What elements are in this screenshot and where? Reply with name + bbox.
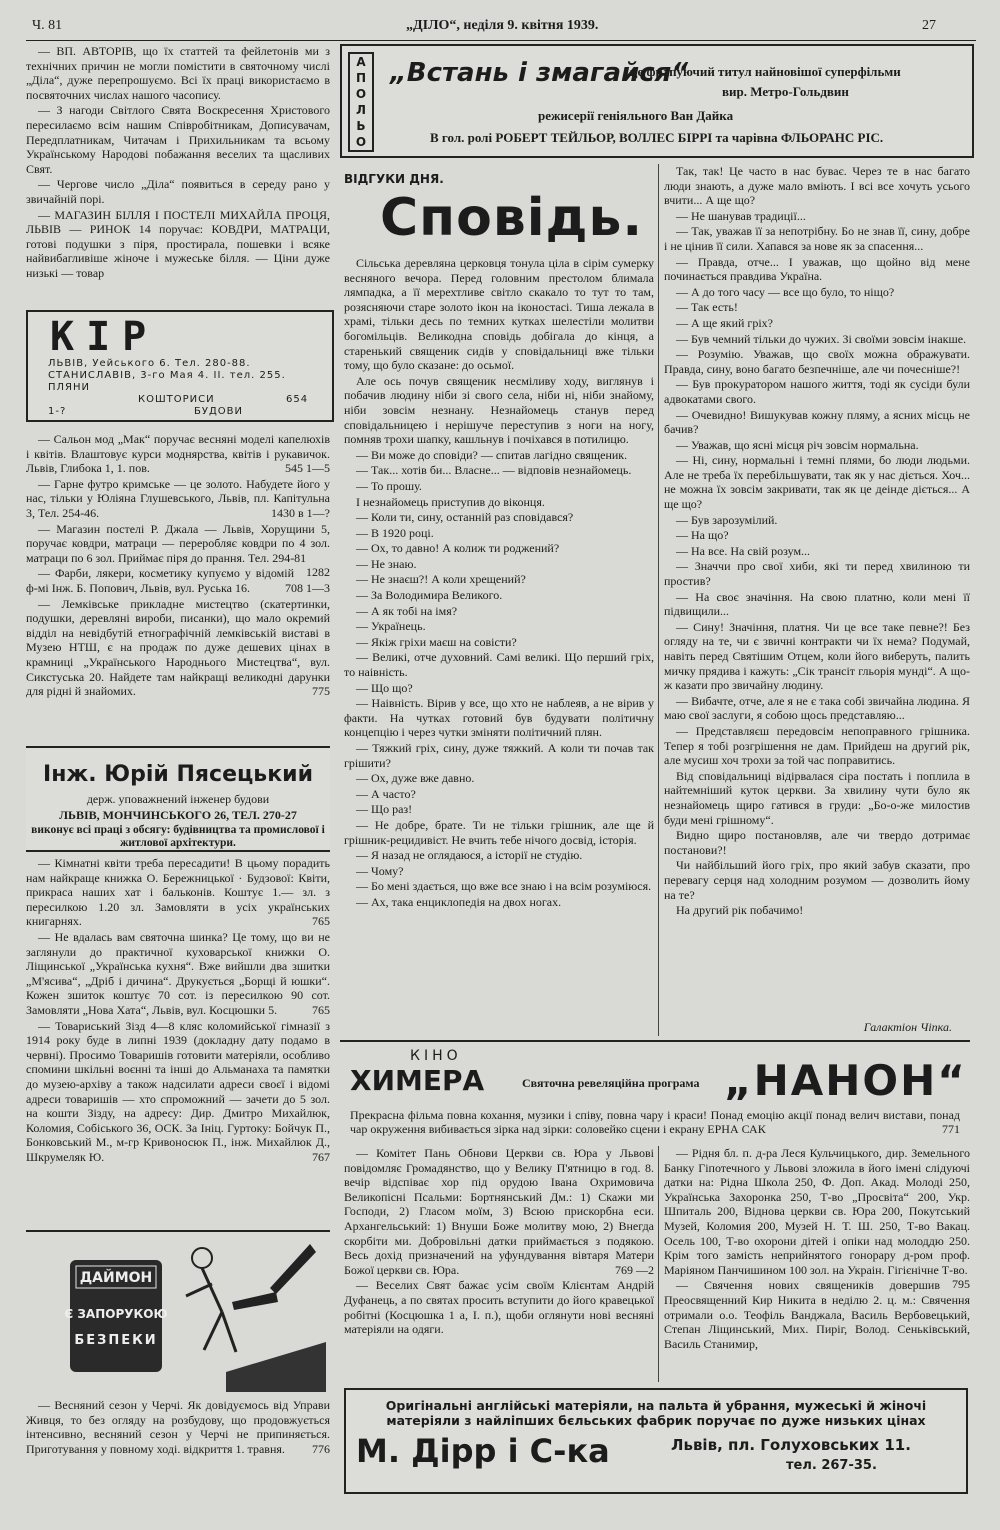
article-paragraph: — Українець.: [356, 619, 426, 634]
masthead: „ДІЛО“, неділя 9. квітня 1939.: [406, 18, 599, 33]
article-signature: Галактіон Чіпка.: [863, 1020, 952, 1034]
kir-title: КІР: [50, 314, 159, 360]
article-paragraph: — Так есть!: [676, 300, 738, 315]
article-paragraph: Від сповідальниці відірвалася сіра постать і поплила в найтемніший куток церкви. За хвилину чути було як незнайомець щиро гатився в груди: „Бо-о-же милостив буди мені грішному“.: [664, 768, 970, 827]
column-divider: [658, 1146, 659, 1382]
article-paragraph: — Чому?: [356, 863, 404, 878]
classified: — Фарби, лякери, косметику купуємо у відомій ф-мі Інж. Б. Попович, Львів, вул. Руська 16. 708 1—3: [26, 566, 330, 595]
notice: — Рідня бл. п. д-ра Леся Кульчицького, дир. Земельного Банку Гіпотечного у Львові зложила в його імені слідуючі датки на: Рідна Школа 250, Ф. Доп. Акад. Молоді 250, Українська Захоронка 250, Т-во „Просвіта“ 200, Укр. Шпиталь 200, Віднова церкви св. Юра 200, Покутський Музей, Коломия 200, Музей Н. Т. Ш. 250, Т-во Вакац. Осель 100, Т-во охорони дітей і опіки над молоддю 250. Крім того замість неприйнятого гонорару д-ром проф. Маріяном Панчишином 100 зол. на Украін. Гігієнічне Т-во. 795: [664, 1146, 970, 1292]
kir-address-stanyslaviv: СТАНИСЛАВІВ, 3-го Мая 4. II. тел. 255.: [48, 370, 286, 381]
article-title: Сповідь.: [380, 188, 644, 248]
dirr-tagline: Оригінальні англійські матеріяли, на пальта й убрання, мужеські й жіночі матеріяли з найліпших бєльських фабрик поручає по дуже низьких цінах: [385, 1398, 927, 1428]
kir-address-lviv: ЛЬВІВ, Уейського 6. Тел. 280-88.: [48, 358, 251, 369]
column-divider: [658, 164, 659, 1036]
article-column-1: [344, 256, 654, 911]
article-paragraph: — Тяжкий гріх, сину, дуже тяжкий. А коли ти почав так грішити?: [344, 741, 654, 770]
daimon-illustration: [26, 1232, 330, 1392]
film-title-nanon: „НАНОН“: [724, 1056, 967, 1105]
article-paragraph: — А часто?: [356, 786, 416, 801]
daimon-brand: ДАЙМОН: [79, 1270, 153, 1286]
apollo-letter: А: [356, 55, 366, 69]
article-paragraph: — Так... хотів би... Власне... — відповів незнайомець.: [356, 463, 632, 478]
article-paragraph: Чи найбільший його гріх, про який забув сказати, про перевагу серця над холодним розумом — дозволить йому на те?: [664, 858, 970, 902]
apollo-letter: П: [355, 71, 367, 85]
article-paragraph: — А до того часу — все що було, то ніщо?: [676, 284, 895, 299]
apollo-letter: О: [355, 135, 367, 149]
article-paragraph: — А як тобі на імя?: [356, 603, 458, 618]
engineer-address: ЛЬВІВ, МОНЧИНСЬКОГО 26, ТЕЛ. 270-27: [59, 808, 297, 822]
announcements-top: [26, 44, 330, 282]
program-label: Святочна ревеляційна програма: [522, 1076, 700, 1090]
khymera-cinema-advertisement: [340, 1040, 970, 1142]
classified: — Сальон мод „Мак“ поручає весняні моделі капелюхів і квітів. Влаштовує курси моднярства, квітів і рукавичок. Львів, Глибока 1, 1. пов. 545 1—5: [26, 432, 330, 476]
classified-cherch: — Весняний сезон у Черчі. Як довідуємось від Управи Живця, то без огляду на розбудову, що продовжується інтенсивно, весняний сезон у Черчі не припиняється. Приготування у повному ході. відкриття 1. травня. 776: [26, 1398, 330, 1456]
page-number: 27: [922, 18, 936, 33]
apollo-letter: Л: [356, 103, 366, 117]
notices-column-1: [344, 1146, 654, 1338]
engineer-services: виконує всі праці з обсягу: будівництва та промислової і житлової архітектури.: [31, 824, 325, 849]
article-paragraph: — Був чемний тільки до чужих. Зі своїми зовсім інакше.: [676, 331, 967, 346]
dirr-firm-name: М. Дірр і С-ка: [356, 1432, 610, 1470]
article-paragraph: — Був прокуратором нашого життя, тоді як сусіди були адвокатами свого.: [664, 377, 970, 406]
apollo-letter: О: [355, 87, 367, 101]
article-paragraph: — Ви може до сповіди? — спитав лагідно священик.: [356, 447, 628, 462]
apollo-vertical-label: [348, 52, 374, 152]
article-paragraph: — Ох, то давно! А колиж ти роджений?: [356, 541, 560, 556]
announcement: — ВП. АВТОРІВ, що їх статтей та фейлетонів ми з технічних причин не могли помістити в святочному числі „Діла“, дуже перепрошуємо. Всі їх праці використаємо в посвяточних числах нашого часопису.: [26, 44, 330, 102]
article-paragraph: — Що раз!: [356, 802, 413, 817]
notice: — Веселих Свят бажає усім своїм Клієнтам Андрій Дуфанець, а по святах просить вступити до його кравецької робітні (Косцюшка 1 а, І. п.), щоби оглянути нові весняні матеріяли на одяги.: [344, 1278, 654, 1337]
article-paragraph: — Уважав, що ясні місця річ зовсім нормальна.: [676, 437, 919, 452]
page-header: [26, 14, 976, 40]
article-paragraph: — Не добре, брате. Ти не тільки грішник, але ще й грішник-рецидивіст. Не вчить тебе нічого досвід, історія.: [344, 817, 654, 847]
article-paragraph: — А ще який гріх?: [676, 315, 774, 330]
article-paragraph: — То прошу.: [356, 478, 422, 493]
article-paragraph: — Бо мені здається, що вже все знаю і на всім розуміюся.: [356, 879, 652, 894]
article-paragraph: — Представляєш передовсім непоправного грішника. Тепер я тобі розгрішення не дам. Прийдеш на другий рік, але мусиш хоч трохи за той час поправитись.: [664, 723, 970, 768]
kir-service-buildings: БУДОВИ: [194, 406, 243, 417]
article-paragraph: — Сину! Значіння, платня. Чи це все таке певне?! Без огляду на те, чи є звичні контракти чи їх нема? Подумай, навіть перед Святішим Отцем, коли його виберуть, палить мичку прядива і кажуть: „Сік трансіт гльорія мунді“. А що-ж казати про звичайну людину.: [664, 619, 970, 693]
article-paragraph: Сільська деревляна церковця тонула ціла в сірім сумерку весняного вечора. Перед головним престолом блимала лямпадка, а її мерехтливе світло скакало то тут то там, розясняючи старе золото ікон на іконостасі. Тиша лежала в храмі, тільки десь по темних кутках шелестіли молитви богомільців. Великодна сповідь добігала до кінця, а старенький священик сидів у сповідальниці вже тільки тому, що було сказане: до осьмої.: [344, 256, 654, 373]
film-cast: В гол. ролі РОБЕРТ ТЕЙЛЬОР, ВОЛЛЕС БІРРІ та чарівна ФЛЬОРАНС РІС.: [430, 130, 884, 145]
article-paragraph: — На що?: [676, 528, 729, 543]
article-paragraph: — Розумію. Уважав, що своїх можна ображувати. Правда, сину, воно багато безпечніше, але чи почесніше?!: [664, 347, 970, 376]
article-paragraph: — Ох, дуже вже давно.: [356, 771, 475, 786]
kir-ad-code: 1-?: [48, 406, 67, 417]
header-rule: [26, 40, 976, 41]
announcement: — МАГАЗИН БІЛЛЯ І ПОСТЕЛІ МИХАЙЛА ПРОЦЯ, ЛЬВІВ — РИНОК 14 поручає: КОВДРИ, МАТРАЦИ, готові подушки з піря, простирала, пошевки і всяке найвибагливіше жіноче і мужеське білля. — Ціни дуже низькі — товар: [26, 207, 330, 280]
cinema-name: ХИМЕРА: [350, 1064, 485, 1097]
article-paragraph: — За Володимира Великого.: [356, 588, 503, 603]
article-paragraph: — Очевидно! Вишукував кожну пляму, а ясних місць не бачив?: [664, 407, 970, 437]
article-paragraph: Але ось почув священик несміливу ходу, виглянув і побачив людину ніби зі свого села, ніби ні, ніби знайому, ніби зовсім незнану. Незнайомець станув перед сповідальницею і нерішуче переступив з ноги на ногу, помняв трохи шапку, кашльнув і почіхався в потилицю.: [344, 373, 654, 447]
kir-advertisement: [26, 310, 334, 422]
article-paragraph: — Не знаєш?! А коли хрещений?: [356, 572, 526, 587]
engineer-title: держ. уповажнений інженер будови: [86, 792, 270, 806]
article-paragraph: — Не знаю.: [356, 556, 417, 571]
article-paragraph: — На все. На свій розум...: [676, 543, 811, 558]
article-paragraph: — Так, уважав її за непотрібну. Бо не знав її, сину, добре і не цінив її сили. Хапався за нове як за спасення...: [664, 224, 970, 253]
article-paragraph: На другий рік побачимо!: [676, 903, 804, 918]
classified: — Гарне футро кримське — це золото. Набудете його у нас, тільки у Юліяна Глушевського, Львів, пл. Капітульна 3, Тел. 254-46. 1430 в 1—?: [26, 476, 330, 520]
daimon-slogan-line2: БЕЗПЕКИ: [74, 1333, 158, 1348]
article-paragraph: — В 1920 році.: [356, 525, 434, 540]
issue-number: Ч. 81: [32, 18, 63, 33]
kir-service-estimates: КОШТОРИСИ: [138, 394, 215, 405]
dirr-advertisement: [344, 1388, 968, 1494]
classified: — Лемківське прикладне мистецтво (скатертинки, подушки, деревляні вироби, писанки), що мало окремий відділ на невідбутій етнографічній лемківській виставі в Музею НТШ, є на продаж по дуже дешевих цінах в крамниці „Українського Народнього Мистецтва“, вул. Сикстуська 20. Найдете там найкращі великодні дарунки для рідні й знайомих. 775: [26, 596, 330, 699]
daimon-advertisement: [26, 1230, 330, 1394]
article-column-2: [664, 164, 970, 919]
article-paragraph: — Ні, сину, нормальні і темні плями, бо люди людьми. Але не треба їх перебільшувати, так як у нас діється. Хоч... не можна їх зовсім закривати, так як це деінде діється... А ще що?: [664, 453, 970, 512]
article-paragraph: — Коли ти, сину, останній раз сповідався?: [356, 510, 574, 525]
article-paragraph: — Значчи про свої хиби, які ти перед хвилиною ти простив?: [664, 559, 970, 589]
film-title: „Встань і змагайся“: [390, 58, 689, 88]
film-producer: вир. Метро-Гольдвин: [722, 84, 849, 99]
daimon-slogan-line1: Є ЗАПОРУКОЮ: [64, 1307, 168, 1321]
article-paragraph: — Вибачте, отче, але я не є така собі звичайна людина. Я маю свої заслуги, я собою щось представляю...: [664, 693, 970, 723]
article-paragraph: — Ах, така енциклопедія на двох ногах.: [356, 894, 562, 909]
notice: — Свячення нових священиків довершив Преосвященний Кир Никита в неділю 2. ц. м.: Свячення отримали о.о. Теофіль Ванджала, Василь Вербовецький, Степан Ліщинський, Мих. Пиріг, Волод. Сеньківський, Василь Станимир,: [664, 1278, 970, 1351]
article-paragraph: — Наівність. Вірив у все, що хто не наблеяв, а не вірив у факти. На чутках готовий був будувати політичну концепцію і через чутки зміняти політичний плян.: [344, 696, 654, 740]
article-paragraph: — Був зарозумілий.: [676, 512, 778, 527]
article-paragraph: — Правда, отче... І уважав, що щойно від мене починається правдива Україна.: [664, 254, 970, 284]
apollo-cinema-advertisement: [340, 44, 974, 158]
classified: — Не вдалась вам святочна шинка? Це тому, що ви не заглянули до практичної куховарської книжки О. Ліщинської „Українська кухня“. Вже вийшли два зшитки „М'ясива“, „Дріб і дичина“. Друкується „Борщі й юшки“. Кожен зшиток коштує 70 сот. із пересилкою 90 сот. Замовляти „Нова Хата“, Львів, вул. Косцюшки 5. 765: [26, 929, 330, 1017]
article-paragraph: — Я назад не оглядаюся, а історії не студію.: [356, 848, 583, 863]
film-tagline: це фрапуючий титул найновішої суперфільми: [630, 64, 901, 79]
classified: — Товариський Зізд 4—8 кляс коломийської гімназії з 1914 року буде в липні 1939 (докладну дату подамо в червні). Просимо Товаришів готовити матеріяли, особливо спомини шкільні воєнні та інші до Альманаха та памятки до музею-архіву а також надсилати адреси своєї і відомі адреси товаришів — хто спроможний — зачети до 5 зол. на кошти Зізду, на адресу: Дир. Дмитро Михайлюк, Коломия, Собіського 36, ОСК. За Ініц. Гуртоку: Бойчук П., Бонковський М., м-гр Кривоносюк П., інж. Михайлюк Д., Шкрумеляк Ю. 767: [26, 1018, 330, 1164]
kir-ad-number: 654: [286, 394, 309, 405]
apollo-letter: Ь: [356, 119, 366, 133]
notices-column-2: [664, 1146, 970, 1352]
engineer-advertisement: [26, 746, 330, 852]
article-paragraph: Так, так! Це часто в нас буває. Через те в нас багато люди знають, а дуже мало вміють. І всі все хочуть усього вчити... А ще що?: [664, 164, 970, 208]
classifieds-middle: [26, 432, 330, 700]
article-rubric: ВІДГУКИ ДНЯ.: [344, 172, 444, 186]
dirr-address: Львів, пл. Голуховських 11.: [671, 1436, 911, 1454]
article-paragraph: — Якіж гріхи маєш на совісти?: [356, 634, 517, 649]
article-paragraph: Видно щиро постановляв, але чи твердо дотримає постанови?!: [664, 828, 970, 857]
announcement: — З нагоди Світлого Свята Воскресення Христового пересилаємо всім нашим Співробітникам, Дописувачам, Передплатникам, Читачам і Прихильникам та всьому Українському Народові побажання веселих та щасливих Свят.: [26, 103, 330, 176]
article-paragraph: — Не шанував традиції...: [676, 208, 806, 223]
classified: — Магазин постелі Р. Джала — Львів, Хорущини 5, поручає ковдри, матраци — переробляє ковдри по 4 зол. матраци по 6 зол. Приймає піря до прання. Тел. 294-81 1282: [26, 521, 330, 580]
engineer-name: Інж. Юрій Пясецький: [43, 762, 313, 787]
dirr-phone: тел. 267-35.: [786, 1458, 877, 1473]
film-description: Прекрасна фільма повна кохання, музики і співу, повна чару і краси! Понад емоцію акції понад велич вистави, понад чар окруження вибивається зірка над зірки: соловейко сцени і екрану ЕРНА САК 771: [350, 1108, 960, 1136]
notice: — Комітет Пань Обнови Церкви св. Юра у Львові повідомляє Громадянство, що у Велику П'ятницю в год. 8. вечір відспіває хор під орудою Івана Охримовича Великопісні Псальми: Бортнянський Дм.: 1) Скажи ми Господи, 2) Гласом моїм, 3) Всюю прискорбна еси. Архангельський: 1) Внуши Боже молитву мою, 2) Внегда скорбіти ми. Добровільні датки приймається з подякою. Весь дохід призначений на уфундування вівтаря Матери Божої церкви св. Юра. 769 —2: [344, 1146, 654, 1277]
announcement: — Чергове число „Діла“ появиться в середу рано у звичайній порі.: [26, 177, 330, 206]
article-paragraph: — На своє значіння. На свою платню, коли мені її підвищили...: [664, 589, 970, 619]
article-paragraph: — Великі, отче духовний. Самі великі. Що перший гріх, то наівність.: [344, 650, 654, 680]
kino-label: КІНО: [410, 1048, 462, 1064]
classifieds-lower: [26, 856, 330, 1165]
article-paragraph: — Що що?: [356, 680, 413, 695]
kir-service-plans: ПЛЯНИ: [48, 382, 90, 393]
film-director: режисерії геніяльного Ван Дайка: [538, 108, 734, 123]
classified: — Кімнатні квіти треба пересадити! В цьому порадить нам найкраще книжка О. Бережницької · Будзової: Квіти, прикраса наших хат і бальконів. Коштує 1.— зл. з пересилкою 1.20 зл. Замовляти в усіх українських книгарнях. 765: [26, 856, 330, 929]
article-paragraph: І незнайомець приступив до віконця.: [356, 494, 545, 509]
